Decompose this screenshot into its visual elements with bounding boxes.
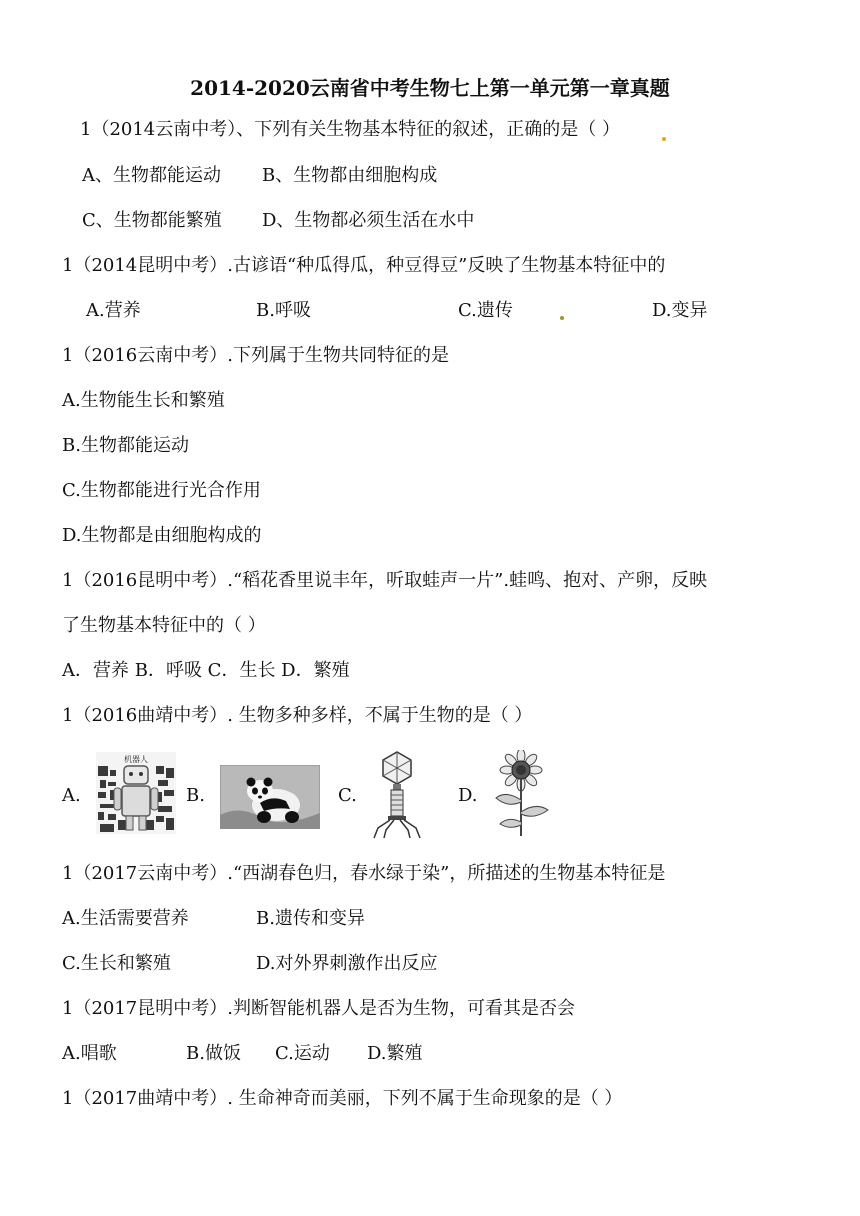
question-1-stem: 1（2014云南中考）、下列有关生物基本特征的叙述，正确的是（ ） xyxy=(80,119,620,140)
question-1-option-d: D、生物都必须生活在水中 xyxy=(262,210,475,231)
question-5-option-d-label: D. xyxy=(458,785,478,806)
panda-image xyxy=(220,765,320,829)
question-7-option-c: C.运动 xyxy=(275,1043,330,1064)
question-5-option-c-label: C. xyxy=(338,785,357,806)
question-1-option-c: C、生物都能繁殖 xyxy=(82,210,222,231)
question-5-option-a-label: A. xyxy=(62,785,81,806)
robot-image xyxy=(96,752,176,834)
question-3-stem: 1（2016云南中考）.下列属于生物共同特征的是 xyxy=(62,345,449,366)
question-7-option-d: D.繁殖 xyxy=(367,1043,423,1064)
question-1-option-b: B、生物都由细胞构成 xyxy=(262,165,438,186)
question-4-options: A．营养 B．呼吸 C．生长 D．繁殖 xyxy=(62,660,350,681)
question-5-option-b-label: B. xyxy=(186,785,205,806)
question-2-option-a: A.营养 xyxy=(86,300,141,321)
question-2-option-d: D.变异 xyxy=(652,300,708,321)
question-6-stem: 1（2017云南中考）.“西湖春色归，春水绿于染”，所描述的生物基本特征是 xyxy=(62,863,666,884)
question-4-stem-line-2: 了生物基本特征中的（ ） xyxy=(62,615,266,636)
question-7-option-b: B.做饭 xyxy=(186,1043,241,1064)
robot-caption: 机器人 xyxy=(124,755,148,764)
question-7-stem: 1（2017昆明中考）.判断智能机器人是否为生物，可看其是否会 xyxy=(62,998,575,1019)
question-3-option-a: A.生物能生长和繁殖 xyxy=(62,390,225,411)
question-7-option-a: A.唱歌 xyxy=(62,1043,117,1064)
question-6-option-a: A.生活需要营养 xyxy=(62,908,189,929)
question-6-option-c: C.生长和繁殖 xyxy=(62,953,171,974)
question-3-option-b: B.生物都能运动 xyxy=(62,435,189,456)
question-6-option-b: B.遗传和变异 xyxy=(256,908,365,929)
question-6-option-d: D.对外界刺激作出反应 xyxy=(256,953,438,974)
question-2-option-c: C.遗传 xyxy=(458,300,513,321)
question-2-stem: 1（2014昆明中考）.古谚语“种瓜得瓜，种豆得豆”反映了生物基本特征中的 xyxy=(62,255,666,276)
question-1-option-a: A、生物都能运动 xyxy=(82,165,221,186)
answer-marker xyxy=(560,316,564,320)
question-5-stem: 1（2016曲靖中考）. 生物多种多样，不属于生物的是（ ） xyxy=(62,705,533,726)
question-8-stem: 1（2017曲靖中考）. 生命神奇而美丽，下列不属于生命现象的是（ ） xyxy=(62,1088,623,1109)
question-2-option-b: B.呼吸 xyxy=(256,300,311,321)
question-3-option-d: D.生物都是由细胞构成的 xyxy=(62,525,262,546)
bacteriophage-image xyxy=(368,750,426,840)
page-title: 2014-2020云南省中考生物七上第一单元第一章真题 xyxy=(190,76,670,100)
question-4-stem-line-1: 1（2016昆明中考）.“稻花香里说丰年，听取蛙声一片”.蛙鸣、抱对、产卵，反映 xyxy=(62,570,708,591)
answer-marker xyxy=(662,137,666,141)
question-3-option-c: C.生物都能进行光合作用 xyxy=(62,480,261,501)
sunflower-image xyxy=(488,750,554,836)
